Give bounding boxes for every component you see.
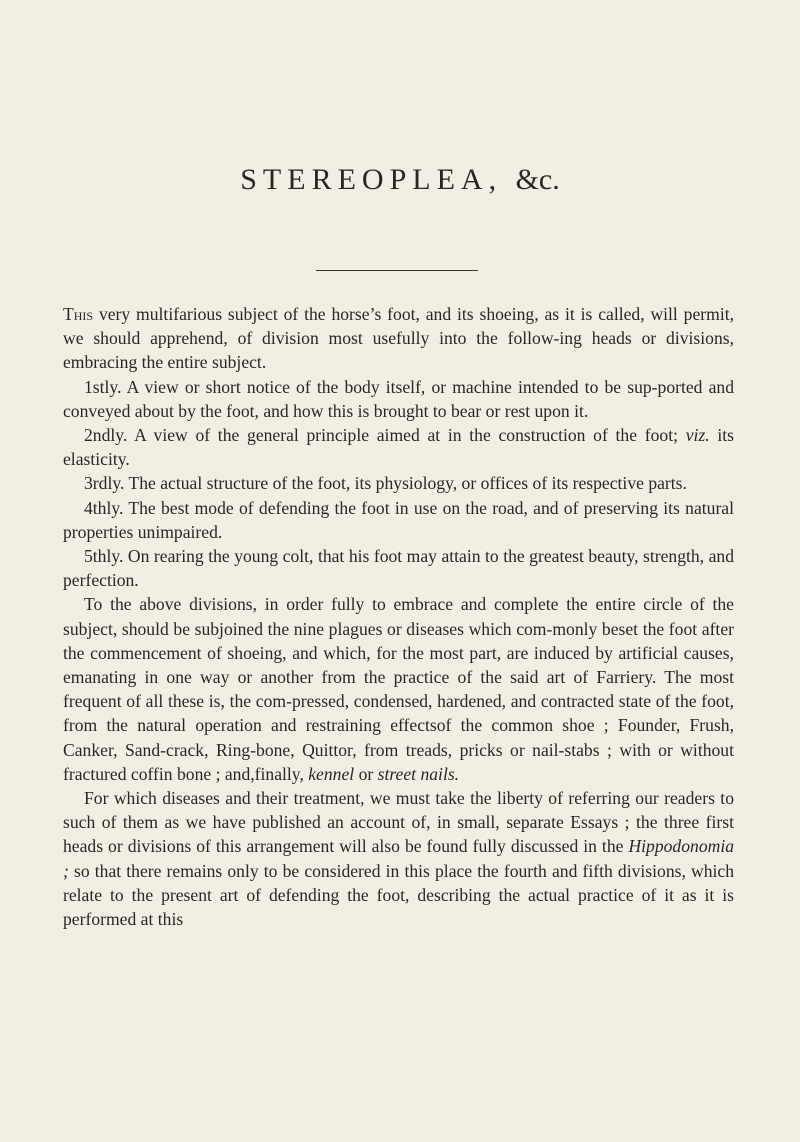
fourth-division-text: 4thly. The best mode of defending the foot in use on the road, and of preserving its natural properties unimpaired. [63,497,734,542]
first-division-text: 1stly. A view or short notice of the body itself, or machine intended to be sup-ported and conveyed about by the foot, and how this is brought to bear or rest upon it. [63,376,734,421]
paragraph-intro [63,302,734,375]
paragraph-second-division [63,423,734,471]
fifth-division-text: 5thly. On rearing the young colt, that his foot may attain to the greatest beauty, strength, and perfection. [63,546,734,591]
treatment-text: For which diseases and their treatment, we must take the liberty of referring our readers to such of them as we have published an account of, in small, separate Essays ; the three first heads or divisions of this arrangement will also be found fully discussed in the [63,788,734,857]
intro-text: very multifarious subject of the horse’s foot, and its shoeing, as it is called, will permit, we should apprehend, of division most usefully into the follow-ing heads or divisions, embracing the entire subject. [63,304,734,373]
paragraph-third-division [63,471,734,495]
treatment-after: so that there remains only to be considered in this place the fourth and fifth divisions, which relate to the present art of defending the foot, describing the actual practice of it as it is performed at this [63,860,734,930]
paragraph-fifth-division [63,544,734,592]
diseases-italic-kennel: kennel [308,763,355,784]
third-division-text: 3rdly. The actual structure of the foot, its physiology, or offices of its respective parts. [84,473,687,494]
paragraph-fourth-division [63,496,734,544]
diseases-italic-street-nails: street nails. [377,763,460,784]
diseases-mid: or [354,763,378,784]
title-rule [316,270,478,271]
paragraph-treatment [63,786,734,931]
body-text [63,302,734,931]
second-division-italic: viz. [685,425,710,446]
paragraph-first-division [63,375,734,423]
intro-lead-word: This [63,304,94,324]
paragraph-diseases [63,592,734,786]
title-text: STEREOPLEA, [240,163,503,196]
second-division-after: its elasticity. [63,425,734,470]
treatment-italic-hippodonomia: Hippodonomia ; [63,836,734,881]
page-title [0,162,800,198]
title-suffix: &c. [515,163,560,196]
diseases-text: To the above divisions, in order fully to embrace and complete the entire circle of the subject, should be subjoined the nine plagues or diseases which com-monly beset the foot after the commencement of shoeing, and which, for the most part, are induced by artificial causes, emanating in one way or another from the practice of the said art of Farriery. The most frequent of all these is, the com-pressed, condensed, hardened, and contracted state of the foot, from the natural operation and restraining effectsof the common shoe ; Founder, Frush, Canker, Sand-crack, Ring-bone, Quittor, from treads, pricks or nail-stabs ; with or without fractured coffin bone ; and,finally, [63,594,734,784]
second-division-text: 2ndly. A view of the general principle aimed at in the construction of the foot; [84,425,678,446]
